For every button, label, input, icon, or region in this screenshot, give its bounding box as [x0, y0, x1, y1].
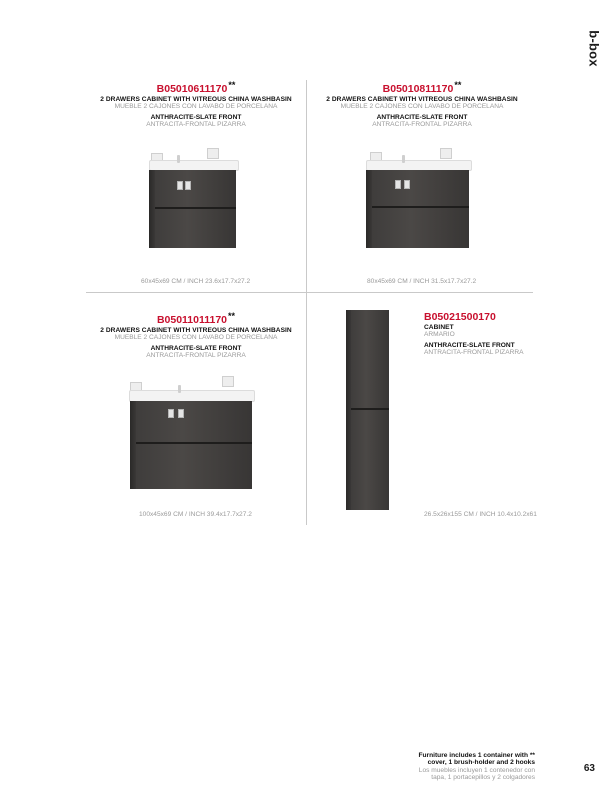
- product-front-es: ANTRACITA-FRONTAL PIZARRA: [146, 351, 246, 359]
- product-dimensions: 100x45x69 CM / INCH 39.4x17.7x27.2: [139, 511, 252, 518]
- product-front: ANTHRACITE-SLATE FRONT: [150, 344, 242, 352]
- product-image-washbasin-cabinet-80: [362, 140, 472, 255]
- product-title: CABINET: [424, 324, 454, 332]
- product-card-3: [86, 312, 306, 360]
- product-dimensions: 60x45x69 CM / INCH 23.6x17.7x27.2: [141, 278, 251, 285]
- product-title-es: MUEBLE 2 CAJONES CON LAVABO DE PORCELANA: [340, 102, 504, 110]
- product-title-es: MUEBLE 2 CAJONES CON LAVABO DE PORCELANA: [114, 102, 278, 110]
- product-code: B05010611170**: [156, 80, 236, 95]
- product-dimensions: 80x45x69 CM / INCH 31.5x17.7x27.2: [367, 278, 477, 285]
- product-image-tall-cabinet: [344, 308, 394, 513]
- product-title-es: ARMARIO: [424, 330, 455, 338]
- product-title-es: MUEBLE 2 CAJONES CON LAVABO DE PORCELANA: [114, 333, 278, 341]
- product-dimensions: 26.5x26x155 CM / INCH 10.4x10.2x61: [424, 511, 537, 518]
- product-front: ANTHRACITE-SLATE FRONT: [150, 113, 242, 121]
- footnote-es-line-2: tapa, 1 portacepillos y 2 colgadores: [431, 774, 535, 782]
- product-card-2: [312, 81, 532, 129]
- product-front: ANTHRACITE-SLATE FRONT: [376, 113, 468, 121]
- product-front: ANTHRACITE-SLATE FRONT: [424, 341, 515, 349]
- product-image-washbasin-cabinet-60: [145, 145, 245, 255]
- product-title: 2 DRAWERS CABINET WITH VITREOUS CHINA WASHBASIN: [100, 327, 292, 335]
- product-code: B05010811170**: [382, 80, 462, 95]
- product-code: B05021500170: [424, 311, 496, 323]
- product-card-1: [86, 81, 306, 129]
- brand-logo: b-box: [586, 29, 602, 67]
- footnote-en-line-2: cover, 1 brush-holder and 2 hooks: [427, 759, 535, 767]
- page-number: 63: [583, 763, 595, 774]
- product-image-washbasin-cabinet-100: [126, 372, 256, 494]
- footnote-en-line-1: Furniture includes 1 container with **: [418, 752, 535, 759]
- footnote: [375, 752, 535, 782]
- product-front-es: ANTRACITA-FRONTAL PIZARRA: [146, 120, 246, 128]
- footnote-es-line-1: Los muebles incluyen 1 contenedor con: [418, 766, 535, 774]
- divider-horizontal: [86, 292, 533, 293]
- product-title: 2 DRAWERS CABINET WITH VITREOUS CHINA WASHBASIN: [326, 96, 518, 104]
- product-card-4: [424, 312, 544, 357]
- product-code: B05011011170**: [156, 311, 236, 326]
- product-front-es: ANTRACITA-FRONTAL PIZARRA: [424, 348, 524, 356]
- divider-vertical: [306, 80, 307, 525]
- product-front-es: ANTRACITA-FRONTAL PIZARRA: [372, 120, 472, 128]
- product-title: 2 DRAWERS CABINET WITH VITREOUS CHINA WASHBASIN: [100, 96, 292, 104]
